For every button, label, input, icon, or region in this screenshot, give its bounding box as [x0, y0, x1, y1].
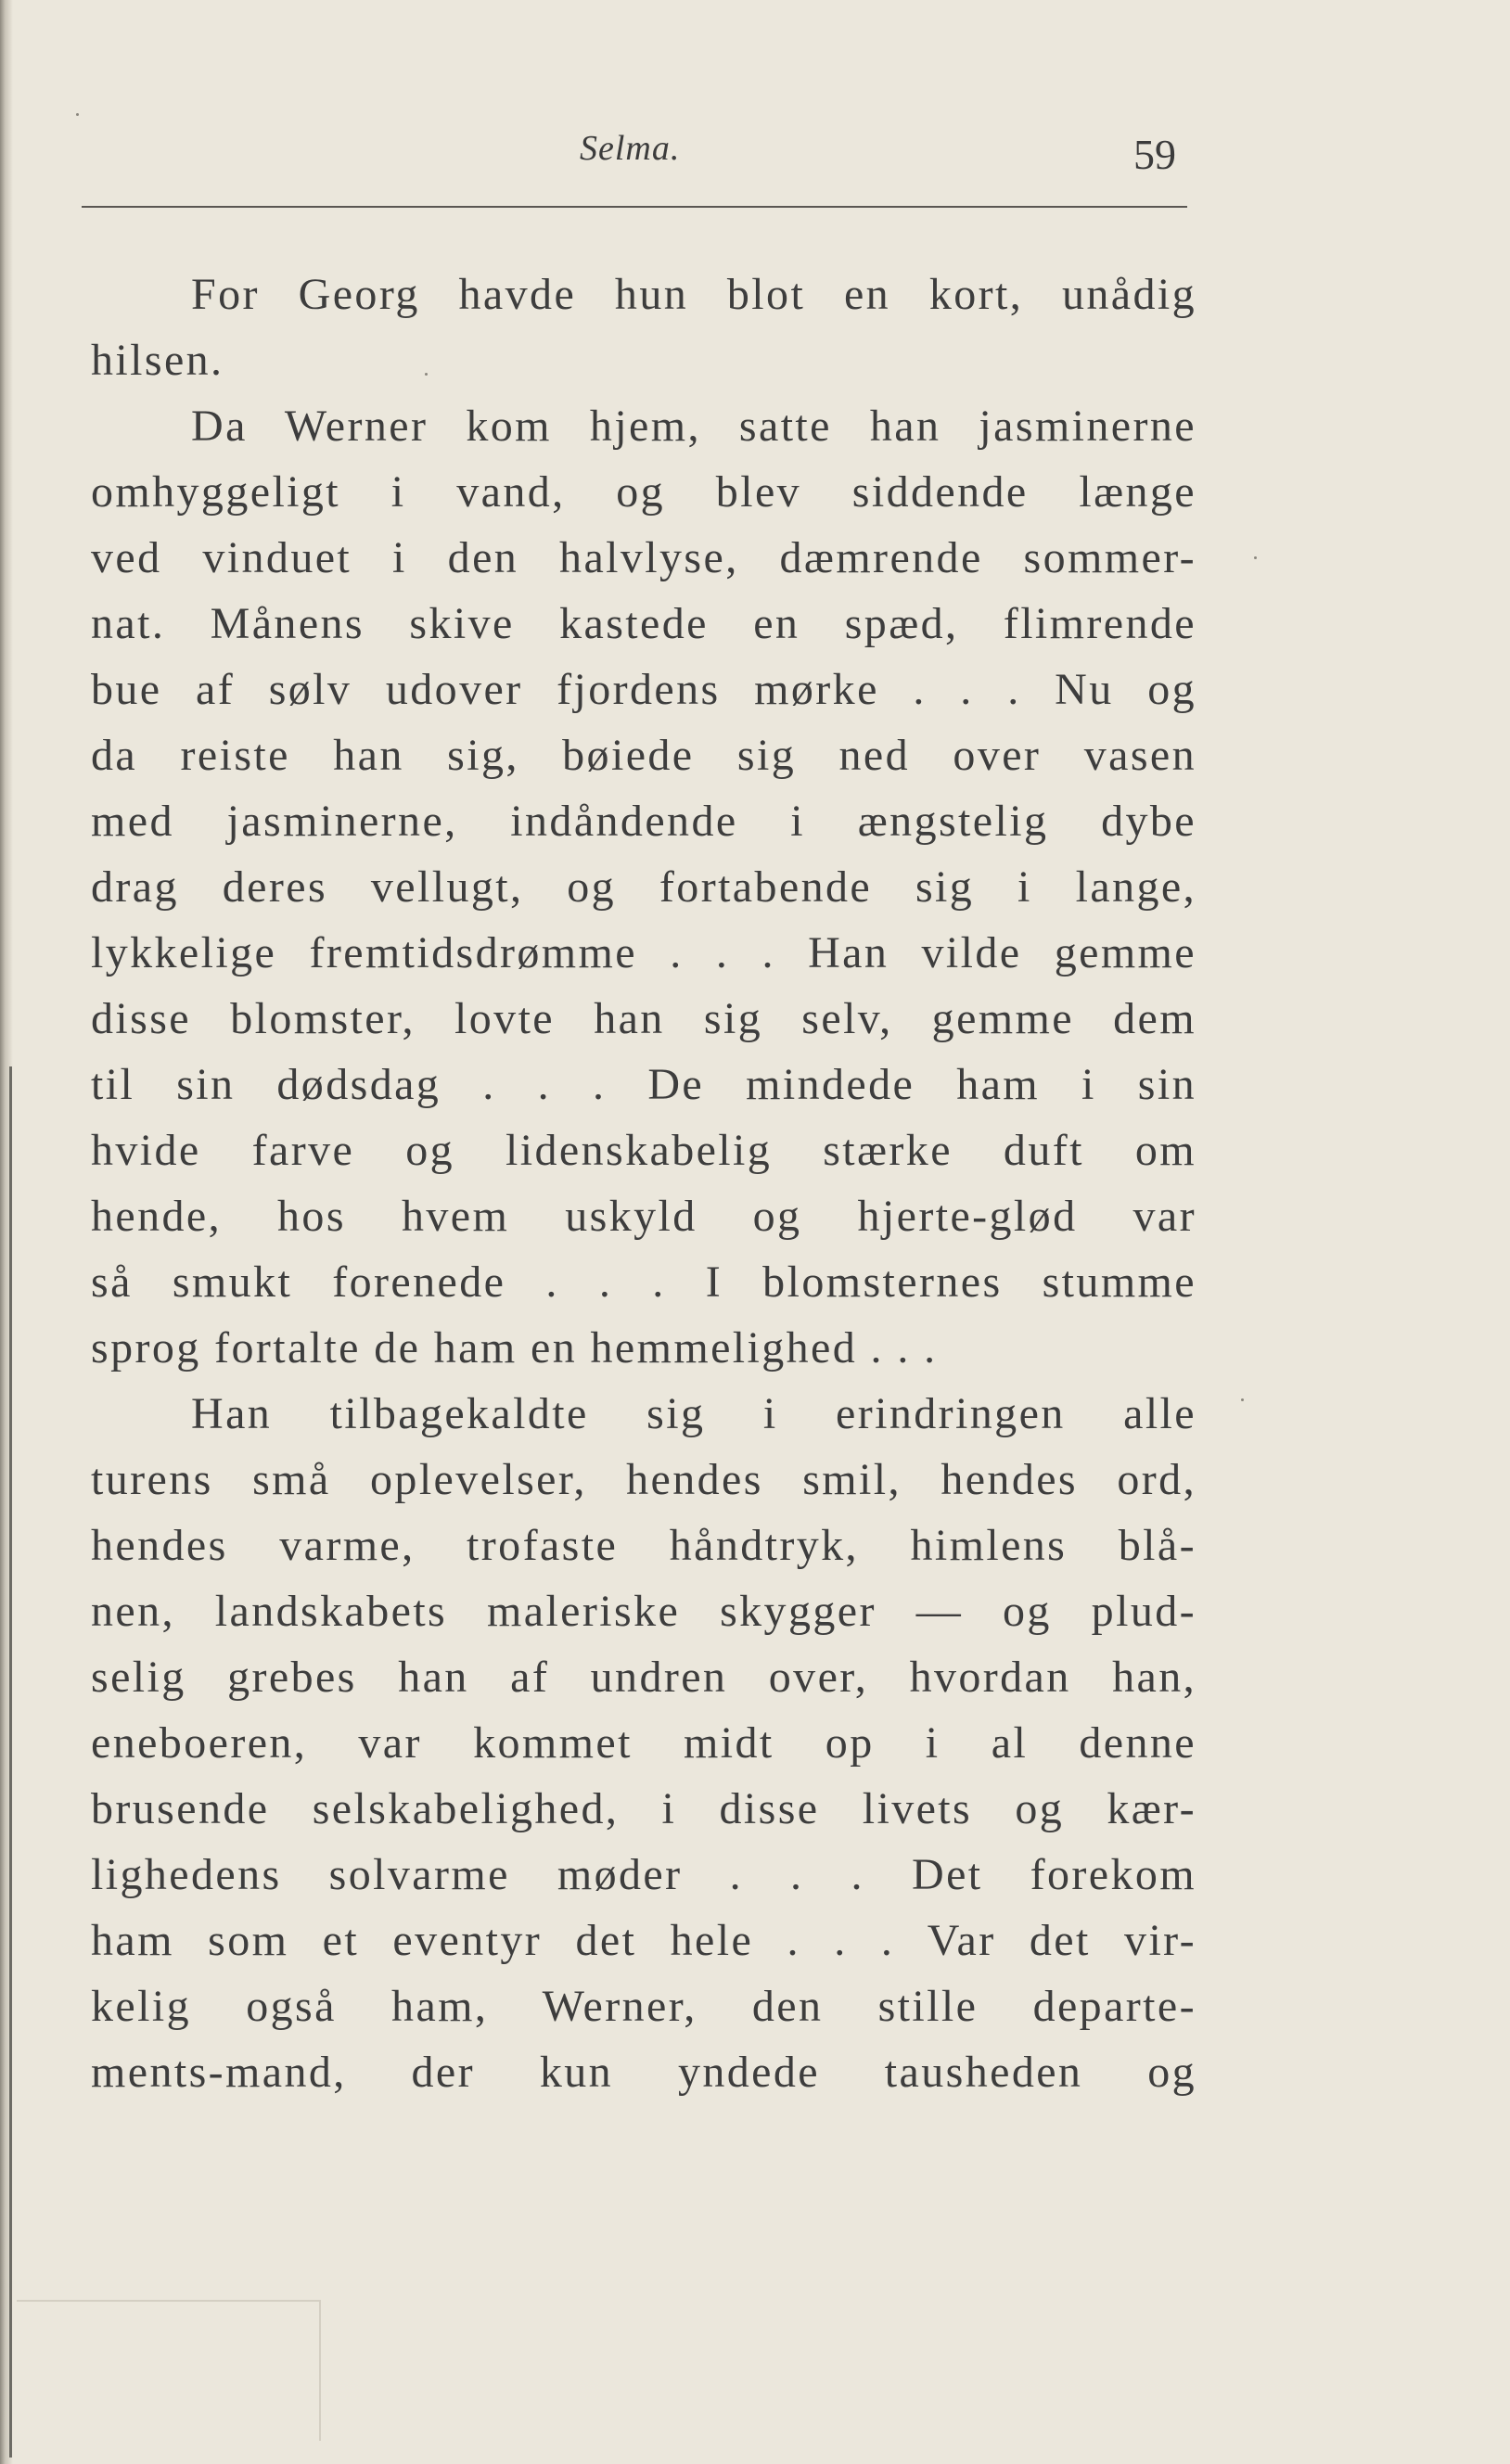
text-line: ments-mand, der kun yndede tausheden og [91, 2048, 1196, 2097]
text-line: lykkelige fremtidsdrømme . . . Han vilde gemme [91, 928, 1196, 977]
running-title: Selma. [580, 129, 681, 168]
paper-speck [1254, 556, 1257, 559]
body-text [91, 262, 1196, 2105]
text-line: For Georg havde hun blot en kort, unådig [191, 270, 1196, 319]
text-line: hende, hos hvem uskyld og hjerte-glød var [91, 1192, 1196, 1241]
text-line: med jasminerne, indåndende i ængstelig dybe [91, 797, 1196, 846]
text-line: ved vinduet i den halvlyse, dæmrende sommer- [91, 533, 1196, 582]
paper-speck [425, 373, 428, 376]
text-line: eneboeren, var kommet midt op i al denne [91, 1718, 1196, 1768]
text-line: hilsen. [91, 336, 224, 385]
text-line: da reiste han sig, bøiede sig ned over vasen [91, 731, 1196, 780]
page-corner-mark [17, 2300, 321, 2441]
text-line: bue af sølv udover fjordens mørke . . . Nu og [91, 665, 1196, 714]
paper-speck [76, 113, 79, 116]
text-line: til sin dødsdag . . . De mindede ham i sin [91, 1060, 1196, 1109]
text-line: kelig også ham, Werner, den stille departe- [91, 1982, 1196, 2031]
text-line: sprog fortalte de ham en hemmelighed . . . [91, 1323, 938, 1372]
paper-speck [1241, 1398, 1244, 1401]
page-number: 59 [1133, 131, 1176, 178]
text-line: hendes varme, trofaste håndtryk, himlens blå- [91, 1521, 1196, 1570]
header-rule [82, 206, 1187, 208]
text-line: ham som et eventyr det hele . . . Var det vir- [91, 1916, 1196, 1965]
text-line: Da Werner kom hjem, satte han jasminerne [191, 402, 1196, 451]
text-line: hvide farve og lidenskabelig stærke duft om [91, 1126, 1196, 1175]
text-line: nat. Månens skive kastede en spæd, flimrende [91, 599, 1196, 648]
text-line: omhyggeligt i vand, og blev siddende længe [91, 467, 1196, 517]
text-line: nen, landskabets maleriske skygger — og plud- [91, 1587, 1196, 1636]
text-line: drag deres vellugt, og fortabende sig i lange, [91, 862, 1196, 912]
text-line: brusende selskabelighed, i disse livets og kær- [91, 1784, 1196, 1833]
running-head [0, 128, 1510, 184]
text-line: så smukt forenede . . . I blomsternes stumme [91, 1258, 1196, 1307]
text-line: lighedens solvarme møder . . . Det forekom [91, 1850, 1196, 1899]
text-line: disse blomster, lovte han sig selv, gemme dem [91, 994, 1196, 1043]
text-line: turens små oplevelser, hendes smil, hendes ord, [91, 1455, 1196, 1504]
text-line: selig grebes han af undren over, hvordan han, [91, 1653, 1196, 1702]
spine-edge [9, 1066, 12, 2458]
text-line: Han tilbagekaldte sig i erindringen alle [191, 1389, 1196, 1438]
